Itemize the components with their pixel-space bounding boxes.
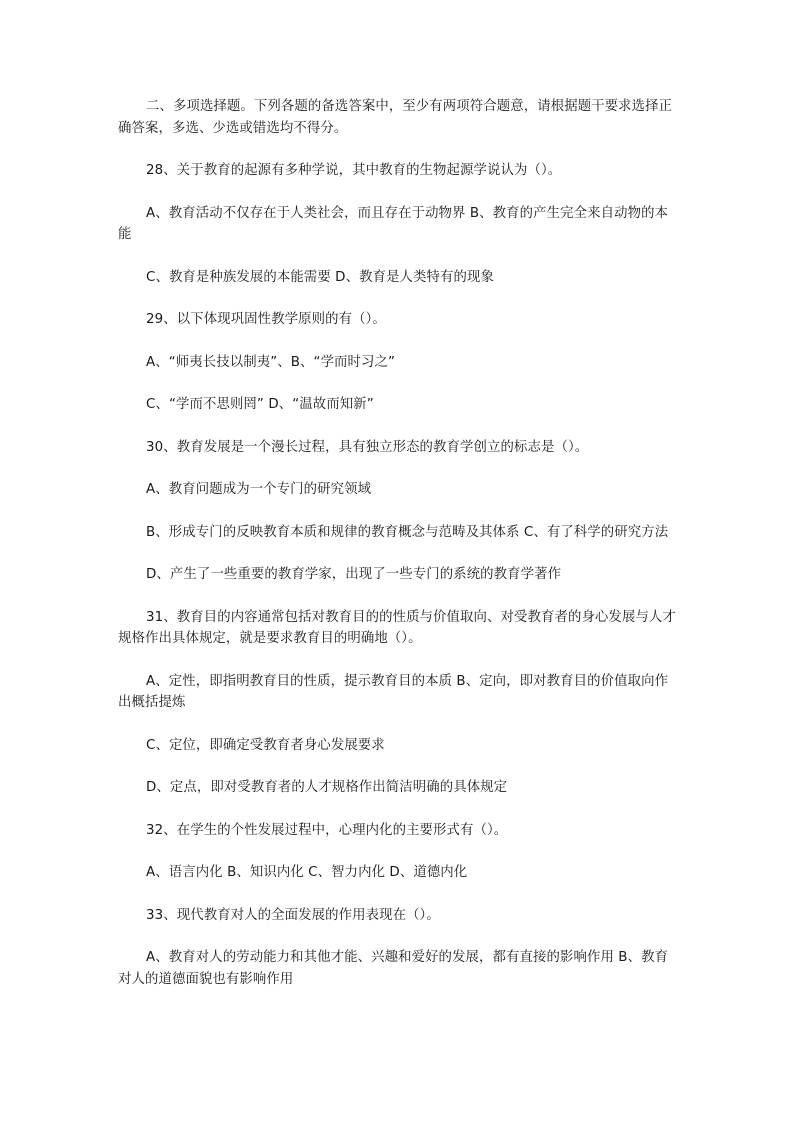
document-body [118,96,678,1011]
question-31-option-c: C、定位，即确定受教育者身心发展要求 [146,737,385,753]
question-33-options-ab: A、教育对人的劳动能力和其他才能、兴趣和爱好的发展，都有直接的影响作用 B、教育对人的道德面貌也有影响作用 [118,950,669,987]
question-28-options-cd: C、教育是种族发展的本能需要 D、教育是人类特有的现象 [146,269,494,285]
question-31-options-ab: A、定性，即指明教育目的性质，提示教育目的本质 B、定向，即对教育目的价值取向作出概括提炼 [118,673,669,710]
question-30: 30、教育发展是一个漫长过程，具有独立形态的教育学创立的标志是（）。 [146,439,589,455]
question-31-option-d: D、定点，即对受教育者的人才规格作出简洁明确的具体规定 [146,780,508,795]
question-29: 29、以下体现巩固性教学原则的有（）。 [146,312,386,327]
question-32: 32、在学生的个性发展过程中，心理内化的主要形式有（）。 [146,822,508,838]
question-32-options: A、语言内化 B、知识内化 C、智力内化 D、道德内化 [146,865,468,880]
section-instructions: 二、多项选择题。下列各题的备选答案中，至少有两项符合题意，请根据题干要求选择正确答案，多选、少选或错选均不得分。 [118,99,673,136]
question-28-options-ab: A、教育活动不仅存在于人类社会，而且存在于动物界 B、教育的产生完全来自动物的本能 [118,205,669,242]
question-29-options-cd: C、“学而不思则罔” D、“温故而知新” [146,397,374,412]
question-30-option-d: D、产生了一些重要的教育学家，出现了一些专门的系统的教育学著作 [146,567,562,582]
question-33: 33、现代教育对人的全面发展的作用表现在（）。 [146,907,440,923]
question-28: 28、关于教育的起源有多种学说，其中教育的生物起源学说认为（）。 [146,163,562,178]
question-29-options-ab: A、“师夷长技以制夷”、B、“学而时习之” [146,354,396,370]
question-31: 31、教育目的内容通常包括对教育目的的性质与价值取向、对受教育者的身心发展与人才规格作出具体规定，就是要求教育目的明确地（）。 [118,609,676,646]
question-30-option-a: A、教育问题成为一个专门的研究领域 [146,482,372,497]
question-30-options-bc: B、形成专门的反映教育本质和规律的教育概念与范畴及其体系 C、有了科学的研究方法 [146,524,669,540]
